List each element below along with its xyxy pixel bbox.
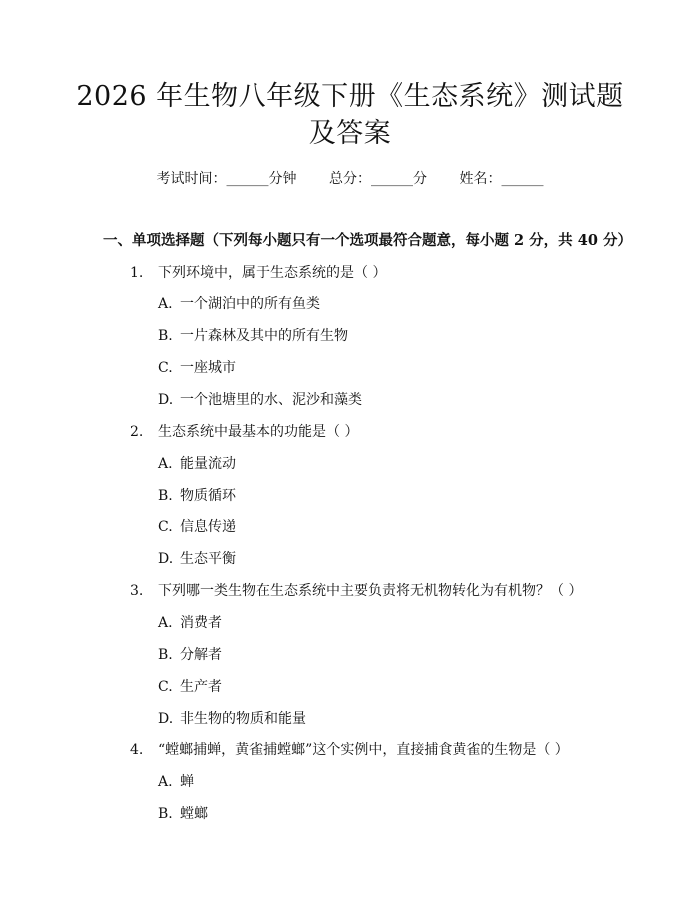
- question-2: [130, 421, 358, 441]
- question-4-option-b: [158, 803, 208, 823]
- option-text: 螳螂: [180, 806, 208, 822]
- question-2-option-b: [158, 485, 236, 505]
- question-4-option-a: [158, 771, 194, 791]
- title-line-2: 及答案: [308, 118, 392, 149]
- option-text: 一片森林及其中的所有生物: [180, 328, 348, 344]
- question-1: [130, 262, 386, 282]
- option-text: 生态平衡: [180, 551, 236, 567]
- question-1-option-d: [158, 389, 362, 409]
- question-3-option-d: [158, 708, 306, 728]
- question-4: [130, 739, 569, 759]
- option-letter: A.: [158, 774, 173, 790]
- question-text: 下列环境中，属于生态系统的是（ ）: [158, 265, 387, 281]
- total-score: 总分：______分: [329, 171, 427, 187]
- option-text: 分解者: [180, 647, 222, 663]
- question-2-option-d: [158, 548, 236, 568]
- option-text: 蝉: [180, 774, 194, 790]
- question-number: 3.: [130, 583, 144, 599]
- option-letter: B.: [158, 328, 173, 344]
- option-letter: D.: [158, 392, 174, 408]
- option-letter: C.: [158, 360, 173, 376]
- document-title: [60, 78, 640, 152]
- exam-info-line: [0, 168, 700, 188]
- option-letter: C.: [158, 519, 173, 535]
- option-text: 一座城市: [180, 360, 236, 376]
- question-text: 生态系统中最基本的功能是（ ）: [158, 424, 359, 440]
- question-3: [130, 580, 582, 600]
- option-text: 生产者: [180, 679, 222, 695]
- question-text: 下列哪一类生物在生态系统中主要负责将无机物转化为有机物？（ ）: [158, 583, 583, 599]
- option-letter: A.: [158, 615, 173, 631]
- question-3-option-c: [158, 676, 222, 696]
- option-text: 物质循环: [180, 488, 236, 504]
- option-letter: B.: [158, 647, 173, 663]
- option-letter: A.: [158, 456, 173, 472]
- question-3-option-b: [158, 644, 222, 664]
- option-text: 消费者: [180, 615, 222, 631]
- title-line-1: 2026 年生物八年级下册《生态系统》测试题: [76, 81, 624, 112]
- option-letter: D.: [158, 711, 174, 727]
- option-letter: C.: [158, 679, 173, 695]
- question-1-option-a: [158, 293, 320, 313]
- option-text: 一个湖泊中的所有鱼类: [180, 296, 320, 312]
- question-1-option-b: [158, 325, 348, 345]
- option-text: 信息传递: [180, 519, 236, 535]
- option-letter: B.: [158, 488, 173, 504]
- question-number: 2.: [130, 424, 144, 440]
- option-text: 一个池塘里的水、泥沙和藻类: [180, 392, 362, 408]
- question-2-option-a: [158, 453, 236, 473]
- option-letter: B.: [158, 806, 173, 822]
- option-letter: D.: [158, 551, 174, 567]
- question-number: 4.: [130, 742, 144, 758]
- section-heading: 一、单项选择题（下列每小题只有一个选项最符合题意，每小题 2 分，共 40 分）: [103, 232, 632, 249]
- exam-time: 考试时间：______分钟: [156, 171, 297, 187]
- option-text: 非生物的物质和能量: [180, 711, 306, 727]
- option-text: 能量流动: [180, 456, 236, 472]
- question-3-option-a: [158, 612, 222, 632]
- student-name: 姓名：______: [459, 171, 544, 187]
- question-1-option-c: [158, 357, 236, 377]
- question-number: 1.: [130, 265, 144, 281]
- question-text: “螳螂捕蝉，黄雀捕螳螂”这个实例中，直接捕食黄雀的生物是（ ）: [158, 742, 569, 758]
- option-letter: A.: [158, 296, 173, 312]
- question-2-option-c: [158, 516, 236, 536]
